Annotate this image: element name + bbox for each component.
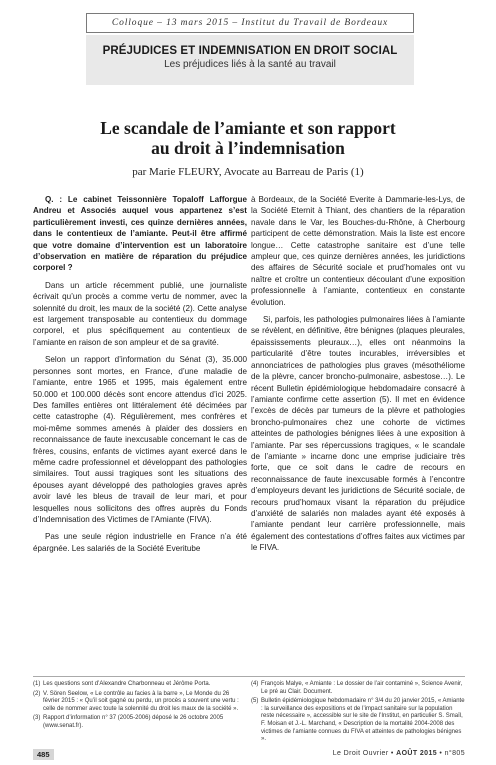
footnote-divider xyxy=(33,676,465,677)
body-paragraph: à Bordeaux, de la Société Everite à Dammarie-les-Lys, de la Société Eternit à Thiant, des chantiers de la réparation navale dans le Var, les Bouches-du-Rhône, à Cherbourg participent de cette démonstration. Mais la liste est encore longue… Cette catastrophe sanitaire est d’une telle ampleur que, ces quinze dernières années, les juridictions des affaires de Sécurité sociale et prud’homales ont vu naître et croître un contentieux découlant d’une exposition professionnelle à l’amiante, contentieux en constante évolution. xyxy=(251,195,465,307)
body-paragraph: Dans un article récemment publié, une journaliste écrivait qu’un procès a comme vertu de nommer, avec la solennité du droit, les maux de la société (2). Cette analyse est largement transposable au contentieux du dommage corporel, et plus spécifiquement au contentieux de l’amiante en raison de son ampleur et de sa gravité. xyxy=(33,280,247,347)
footnote xyxy=(33,691,247,714)
footnote-number: (5) xyxy=(251,698,259,705)
journal-reference xyxy=(333,750,465,757)
left-column xyxy=(33,194,247,560)
footnote-text: Bulletin épidémiologique hebdomadaire n° 3/4 du 20 janvier 2015, « Amiante : la surveillance des expositions et de l’impact sanitaire sur la population reste nécessaire », accessible sur le site de l’Institut, en particulier S. Smaïl, F. Moisan et J.-L. Marchand, « Description de la mortalité 2004-2008 des victimes de l’amiante connues du FIVA et atteintes de pathologies bénignes ». xyxy=(261,698,465,743)
question-paragraph: Q. : Le cabinet Teissonnière Topaloff Lafforgue Andreu et Associés auquel vous appartenez s’est particulièrement investi, ces quinze dernières années, dans le contentieux de l’amiante. Peut-il être affirmé que votre domaine d’intervention est un laboratoire d’observation en matière de réparation du préjudice corporel ? xyxy=(33,195,247,273)
footnote-number: (4) xyxy=(251,681,259,687)
rubric-box xyxy=(86,35,414,85)
page-footer xyxy=(33,749,465,761)
journal-issue: AOÛT 2015 xyxy=(396,750,438,757)
footnote-text: Les questions sont d’Alexandre Charbonneau et Jérôme Porta. xyxy=(43,681,211,687)
page-number: 485 xyxy=(33,749,54,760)
footnote-number: (2) xyxy=(33,690,41,697)
colloque-banner: Colloque – 13 mars 2015 – Institut du Travail de Bordeaux xyxy=(86,13,414,33)
right-column xyxy=(251,194,465,560)
article-title-line-1: Le scandale de l’amiante et son rapport xyxy=(100,118,396,138)
body-paragraph: Si, parfois, les pathologies pulmonaires liées à l’amiante se révèlent, en définitive, être bénignes (plaques pleurales, épaississements pleuraux…), elles ont néanmoins la particularité d’être toutes incurables, irréversibles et annonciatrices de pathologies plus graves (mésothéliome de la plèvre, cancer broncho-pulmonaire, asbestose…). Le récent Bulletin épidémiologique hebdomadaire consacré à l’amiante confirme cette assertion (5). Il met en évidence l’excès de décès par tumeurs de la plèvre et pathologies broncho-pulmonaires chez une cohorte de victimes atteintes de pathologies bénignes liées à une exposition à l’amiante. Par ses répercussions tragiques, « le scandale de l’amiante » incarne donc une emprise judiciaire très forte, que ce soit dans le cadre de recours en reconnaissance de faute inexcusable formés à l’encontre d’employeurs devant les juridictions de Sécurité sociale, de recours prud’homaux visant la réparation du préjudice d’anxiété de salariés non malades ayant été exposés à l’amiante pendant leur carrière professionnelle, mais également des contestations d’offres faites aux victimes par le FIVA. xyxy=(251,315,465,553)
footnote xyxy=(251,698,465,744)
footnote xyxy=(33,715,247,730)
footnote-text: Rapport d’information n° 37 (2005-2006) déposé le 26 octobre 2005 (www.senat.fr). xyxy=(43,715,224,729)
footnote xyxy=(33,681,247,689)
footnote-text: V. Sören Seelow, « Le contrôle au facies à la barre », Le Monde du 26 février 2015 : « Qu’il soit gagné ou perdu, un procès a souvent une vertu : celle de nommer avec toute la solennité du droit les maux de la société ». xyxy=(43,690,239,712)
article-title xyxy=(30,118,466,158)
journal-name: Le Droit Ouvrier • xyxy=(332,750,394,757)
rubric-subtitle: Les préjudices liés à la santé au travail xyxy=(164,59,336,70)
footnotes-right xyxy=(251,681,465,746)
footnotes-left xyxy=(33,681,247,733)
body-paragraph: Pas une seule région industrielle en France n’a été épargnée. Les salariés de la Société Everitube xyxy=(33,532,247,553)
body-paragraph: Selon un rapport d’information du Sénat (3), 35.000 personnes sont mortes, en France, d’une maladie de l’amiante, entre 1965 et 1995, mais également entre 50.000 et 100.000 décès sont encore attendus d’ici 2025. Des familles entières ont littéralement été décimées par cette catastrophe (4). Régulièrement, mes confrères et moi-même sommes amenés à plaider des dossiers en reconnaissance de faute inexcusable concernant le cas de frères, cousins, enfants de victimes ayant exercé dans le même cadre professionnel et développant des pathologies similaires. Tout aussi tragiques sont les situations des épouses ayant développé des pathologies graves après avoir lavé les bleus de travail de leur mari, et pour lesquelles nous sollicitons des offres auprès du Fonds d’Indemnisation des Victimes de l’Amiante (FIVA). xyxy=(33,355,247,524)
footnote xyxy=(251,681,465,696)
byline: par Marie FLEURY, Avocate au Barreau de Paris (1) xyxy=(132,166,364,178)
article-title-line-2: au droit à l’indemnisation xyxy=(151,138,345,158)
footnote-text: François Malye, « Amiante : Le dossier de l’air contaminé », Science Avenir, Le pré au Clair. Document. xyxy=(261,681,463,695)
rubric-title: PRÉJUDICES ET INDEMNISATION EN DROIT SOCIAL xyxy=(102,45,398,57)
footnote-number: (1) xyxy=(33,681,41,687)
journal-issue-number: • n°805 xyxy=(439,750,465,757)
footnote-number: (3) xyxy=(33,715,41,722)
